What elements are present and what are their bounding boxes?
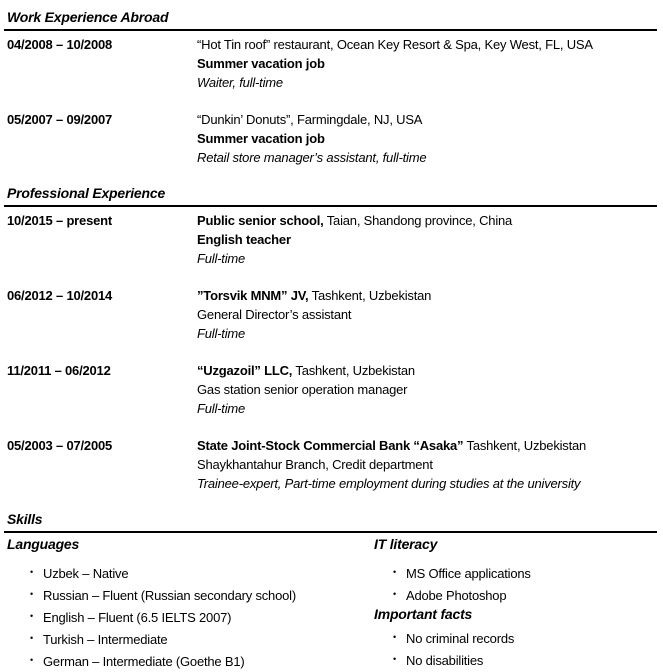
list-item	[4, 584, 371, 606]
entry-note-line: Full-time	[197, 401, 246, 416]
skills-columns	[4, 533, 657, 672]
entry-details	[197, 35, 657, 92]
section-professional-experience	[4, 185, 657, 493]
entry-list	[4, 31, 657, 167]
experience-entry	[4, 35, 657, 92]
entry-dates: 04/2008 – 10/2008	[7, 37, 113, 52]
entry-details	[197, 361, 657, 418]
entry-org-line	[197, 211, 657, 230]
bullet-icon: •	[393, 589, 396, 599]
entry-role-line: Shaykhantahur Branch, Credit department	[197, 457, 433, 472]
list-item	[4, 562, 371, 584]
language-item: Uzbek – Native	[43, 566, 129, 581]
fact-item: No disabilities	[406, 653, 484, 668]
entry-org-rest: Taian, Shandong province, China	[323, 213, 513, 228]
bullet-icon: •	[393, 632, 396, 642]
experience-entry	[4, 286, 657, 343]
entry-details	[197, 211, 657, 268]
bullet-icon: •	[30, 655, 33, 665]
it-literacy-column	[371, 536, 657, 672]
entry-org-line	[197, 361, 657, 380]
entry-org-line	[197, 110, 657, 129]
bullet-icon: •	[393, 567, 396, 577]
entry-org-line	[197, 436, 657, 455]
list-item	[4, 628, 371, 650]
language-item: English – Fluent (6.5 IELTS 2007)	[43, 610, 232, 625]
entry-org-rest: Tashkent, Uzbekistan	[463, 438, 587, 453]
entry-org-line	[197, 35, 657, 54]
list-item	[371, 562, 657, 584]
entry-org-rest: “Dunkin’ Donuts”, Farmingdale, NJ, USA	[197, 112, 423, 127]
entry-dates: 05/2003 – 07/2005	[7, 438, 113, 453]
important-facts-list	[371, 627, 657, 671]
list-item	[4, 606, 371, 628]
entry-org-rest: Tashkent, Uzbekistan	[308, 288, 432, 303]
language-item: German – Intermediate (Goethe B1)	[43, 654, 245, 669]
section-title: Professional Experience	[4, 185, 657, 207]
entry-note-line: Full-time	[197, 326, 246, 341]
entry-org-bold: “Uzgazoil” LLC,	[197, 363, 293, 378]
list-item	[371, 649, 657, 671]
entry-org-line	[197, 286, 657, 305]
entry-org-bold: Public senior school,	[197, 213, 324, 228]
bullet-icon: •	[393, 654, 396, 664]
entry-note-line: Full-time	[197, 251, 246, 266]
entry-org-rest: Tashkent, Uzbekistan	[292, 363, 415, 378]
entry-role-line: Summer vacation job	[197, 56, 325, 71]
entry-details	[197, 436, 657, 493]
fact-item: No criminal records	[406, 631, 515, 646]
languages-list	[4, 562, 371, 672]
it-literacy-heading: IT literacy	[374, 536, 438, 552]
entry-org-bold: State Joint-Stock Commercial Bank “Asaka”	[197, 438, 464, 453]
section-work-experience-abroad	[4, 9, 657, 167]
list-item	[371, 584, 657, 606]
entry-list	[4, 207, 657, 493]
it-skill-item: MS Office applications	[406, 566, 531, 581]
entry-details	[197, 286, 657, 343]
languages-column	[4, 536, 371, 672]
it-literacy-list	[371, 562, 657, 606]
section-title: Skills	[4, 511, 657, 533]
entry-role-line: English teacher	[197, 232, 291, 247]
entry-dates: 10/2015 – present	[7, 213, 113, 228]
list-item	[371, 627, 657, 649]
entry-role-line: General Director’s assistant	[197, 307, 352, 322]
section-title: Work Experience Abroad	[4, 9, 657, 31]
experience-entry	[4, 110, 657, 167]
entry-note-line: Trainee-expert, Part-time employment during studies at the university	[197, 476, 581, 491]
entry-note-line: Retail store manager’s assistant, full-time	[197, 150, 427, 165]
important-facts-heading: Important facts	[374, 606, 473, 622]
language-item: Russian – Fluent (Russian secondary school)	[43, 588, 296, 603]
entry-dates: 11/2011 – 06/2012	[7, 363, 111, 378]
experience-entry	[4, 361, 657, 418]
bullet-icon: •	[30, 567, 33, 577]
bullet-icon: •	[30, 611, 33, 621]
entry-details	[197, 110, 657, 167]
entry-role-line: Gas station senior operation manager	[197, 382, 408, 397]
experience-entry	[4, 211, 657, 268]
section-skills	[4, 511, 657, 672]
entry-org-bold: ”Torsvik MNM” JV,	[197, 288, 309, 303]
entry-role-line: Summer vacation job	[197, 131, 325, 146]
entry-dates: 05/2007 – 09/2007	[7, 112, 113, 127]
entry-note-line: Waiter, full-time	[197, 75, 283, 90]
language-item: Turkish – Intermediate	[43, 632, 168, 647]
bullet-icon: •	[30, 589, 33, 599]
entry-org-rest: “Hot Tin roof” restaurant, Ocean Key Resort & Spa, Key West, FL, USA	[197, 37, 593, 52]
languages-heading: Languages	[7, 536, 80, 552]
experience-entry	[4, 436, 657, 493]
it-skill-item: Adobe Photoshop	[406, 588, 507, 603]
entry-dates: 06/2012 – 10/2014	[7, 288, 113, 303]
bullet-icon: •	[30, 633, 33, 643]
